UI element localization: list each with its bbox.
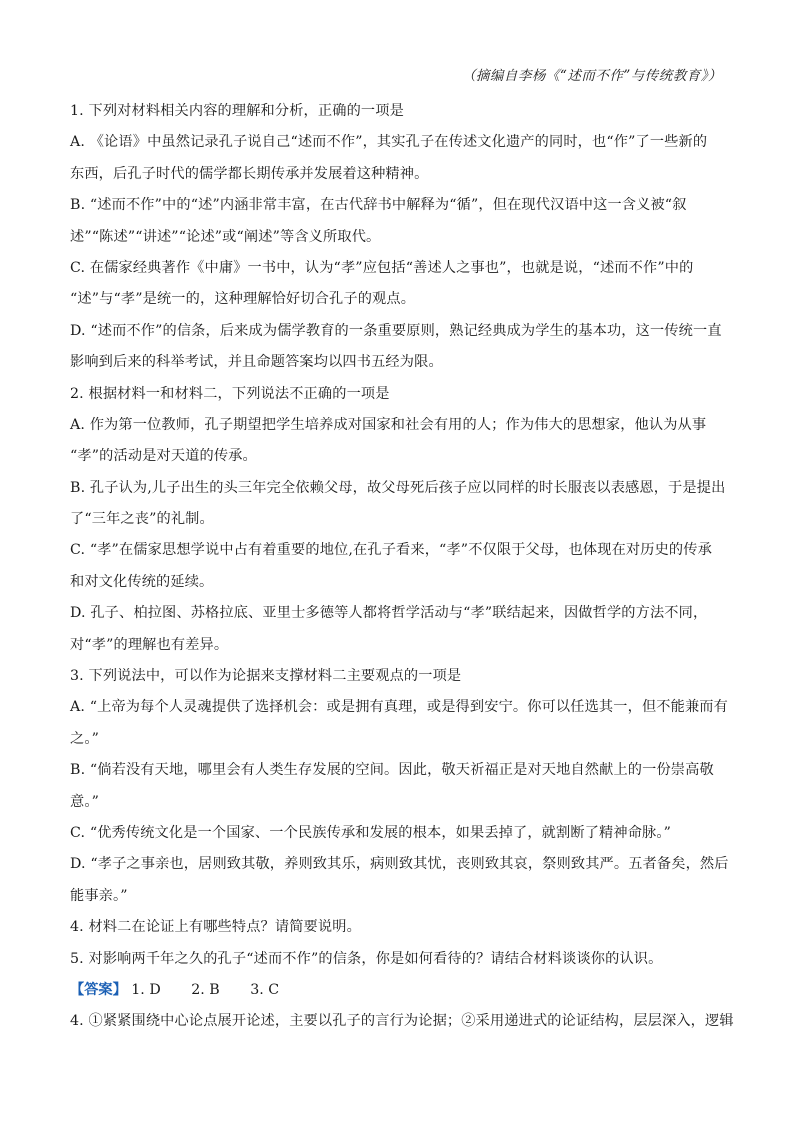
q2-option-a-cont: “孝”的活动是对天道的传承。: [70, 448, 257, 465]
q1-option-c-cont: “述”与“孝”是统一的，这种理解恰好切合孔子的观点。: [70, 291, 416, 308]
question-3-stem: 3. 下列说法中，可以作为论据来支撑材料二主要观点的一项是: [70, 668, 462, 685]
q2-option-b: B. 孔子认为,儿子出生的头三年完全依赖父母，故父母死后孩子应以同样的时长服丧以表感恩，于是提出: [70, 479, 726, 496]
q2-option-b-cont: 了“三年之丧”的礼制。: [70, 511, 214, 528]
q1-option-a: A. 《论语》中虽然记录孔子说自己“述而不作”，其实孔子在传述文化遗产的同时，也“作”了一些新的: [70, 134, 708, 151]
question-2-stem: 2. 根据材料一和材料二，下列说法不正确的一项是: [70, 385, 390, 402]
question-5-stem: 5. 对影响两千年之久的孔子“述而不作”的信条，你是如何看待的？请结合材料谈谈你的认识。: [70, 950, 663, 967]
q3-option-b-cont: 意。”: [70, 793, 99, 810]
q3-option-a-cont: 之。”: [70, 730, 99, 747]
answer-item-3: 3. C: [250, 981, 280, 998]
q2-option-c: C. “孝”在儒家思想学说中占有着重要的地位,在孔子看来，“孝”不仅限于父母，也体现在对历史的传承: [70, 542, 712, 559]
q1-option-a-cont: 东西，后孔子时代的儒学都长期传承并发展着这种精神。: [70, 165, 429, 182]
answer-item-2: 2. B: [191, 981, 220, 998]
answer-row: [70, 975, 726, 1006]
q1-option-b-cont: 述”“陈述”“讲述”“论述”或“阐述”等含义所取代。: [70, 228, 381, 245]
q1-option-c: C. 在儒家经典著作《中庸》一书中，认为“孝”应包括“善述人之事也”，也就是说，“述而不作”中的: [70, 259, 694, 276]
q1-option-b: B. “述而不作”中的“述”内涵非常丰富，在古代辞书中解释为“循”，但在现代汉语中这一含义被“叙: [70, 197, 687, 214]
q2-option-d-cont: 对“孝”的理解也有差异。: [70, 636, 229, 653]
q2-option-a: A. 作为第一位教师，孔子期望把学生培养成对国家和社会有用的人；作为伟大的思想家，他认为从事: [70, 416, 707, 433]
answer-item-1: 1. D: [131, 981, 161, 998]
q3-option-d-cont: 能事亲。”: [70, 887, 128, 904]
answer-tag: 【答案】: [70, 981, 127, 998]
q3-option-b: B. “倘若没有天地，哪里会有人类生存发展的空间。因此，敬天祈福正是对天地自然献上的一份崇高敬: [70, 762, 714, 779]
question-4-stem: 4. 材料二在论证上有哪些特点？请简要说明。: [70, 919, 361, 936]
answer-4-text: 4. ①紧紧围绕中心论点展开论述，主要以孔子的言行为论据；②采用递进式的论证结构，层层深入，逻辑: [70, 1013, 734, 1030]
q3-option-d: D. “孝子之事亲也，居则致其敬，养则致其乐，病则致其忧，丧则致其哀，祭则致其严。五者备矣，然后: [70, 856, 729, 873]
q2-option-d: D. 孔子、柏拉图、苏格拉底、亚里士多德等人都将哲学活动与“孝”联结起来，因做哲学的方法不同，: [70, 605, 708, 622]
document-body: [70, 96, 734, 1038]
q3-option-a: A. “上帝为每个人灵魂提供了选择机会：或是拥有真理，或是得到安宁。你可以任选其一，但不能兼而有: [70, 699, 728, 716]
q1-option-d-cont: 影响到后来的科举考试，并且命题答案均以四书五经为限。: [70, 354, 443, 371]
q1-option-d: D. “述而不作”的信条，后来成为儒学教育的一条重要原则，熟记经典成为学生的基本功，这一传统一直: [70, 322, 722, 339]
question-1-stem: 1. 下列对材料相关内容的理解和分析，正确的一项是: [70, 103, 404, 119]
q3-option-c: C. “优秀传统文化是一个国家、一个民族传承和发展的根本，如果丢掉了，就割断了精神命脉。”: [70, 824, 672, 841]
source-note: （摘编自李杨《“述而不作”与传统教育》）: [461, 68, 722, 84]
q2-option-c-cont: 和对文化传统的延续。: [70, 573, 214, 590]
